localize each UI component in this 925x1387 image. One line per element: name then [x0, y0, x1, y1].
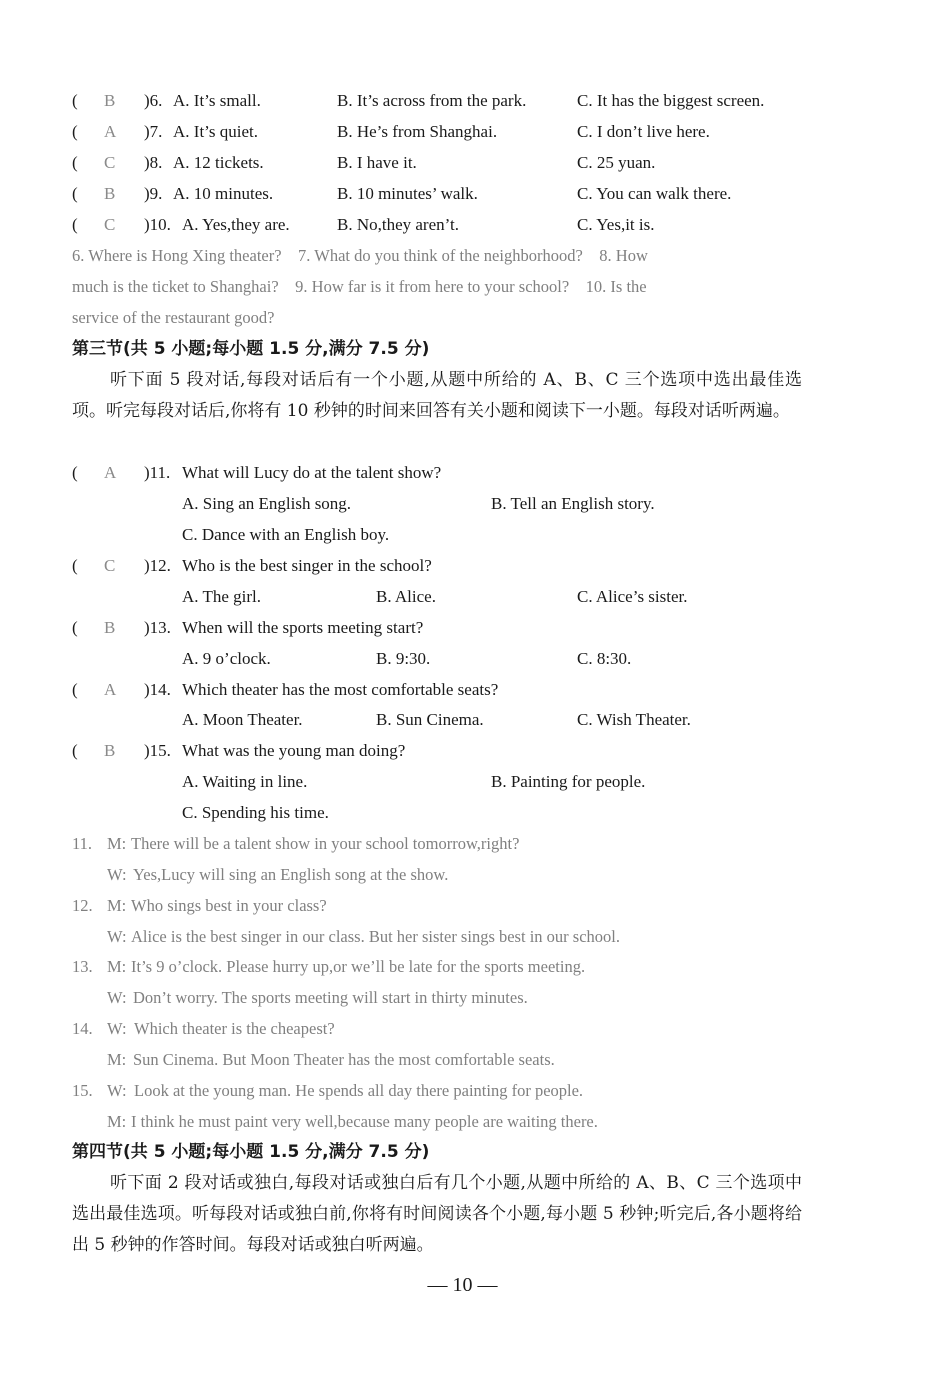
answer-letter: A [104, 463, 117, 482]
question-stem: When will the sports meeting start? [182, 618, 424, 637]
option-b: B. Tell an English story. [491, 494, 655, 513]
option-b: B. Sun Cinema. [376, 710, 484, 729]
speaker: M: [107, 834, 127, 853]
answer-letter: B [104, 184, 116, 203]
option-b: B. No,they aren’t. [337, 215, 459, 234]
speaker: M: [107, 1112, 127, 1131]
question-number: )14. [144, 680, 171, 699]
option-b: B. He’s from Shanghai. [337, 122, 498, 141]
speaker: W: [107, 927, 127, 946]
option-c: C. It has the biggest screen. [577, 91, 765, 110]
option-c: C. Wish Theater. [577, 710, 691, 729]
script-line: Yes,Lucy will sing an English song at the show. [133, 865, 449, 884]
answer-bracket: ( B )15. [72, 738, 182, 764]
section-4-instructions: 听下面 2 段对话或独白,每段对话或独白后有几个小题,从题中所给的 A、B、C 三个选项中选出最佳选项。听每段对话或独白前,你将有时间阅读各个小题,每小题 5 秒钟;听完后,各小题将给出 5 秒钟的作答时间。每段对话或独白听两遍。 [72, 1173, 802, 1255]
answer-letter: A [104, 680, 117, 699]
option-c: C. You can walk there. [577, 184, 732, 203]
option-a: A. 10 minutes. [173, 184, 274, 203]
option-b: B. Alice. [376, 587, 436, 606]
option-b: B. 10 minutes’ walk. [337, 184, 478, 203]
script-number: 15. [72, 1081, 93, 1100]
question-stem: Which theater has the most comfortable seats? [182, 680, 499, 699]
script-line: Sun Cinema. But Moon Theater has the most comfortable seats. [133, 1050, 555, 1069]
option-c: C. 25 yuan. [577, 153, 656, 172]
option-a: A. 12 tickets. [173, 153, 264, 172]
speaker: M: [107, 957, 127, 976]
script-line: Which theater is the cheapest? [134, 1019, 335, 1038]
speaker: W: [107, 1081, 127, 1100]
script-line: Look at the young man. He spends all day there painting for people. [134, 1081, 584, 1100]
question-number: )12. [144, 556, 171, 575]
answer-letter: B [104, 741, 116, 760]
speaker: M: [107, 896, 127, 915]
speaker: M: [107, 1050, 127, 1069]
option-a: A. 9 o’clock. [182, 649, 271, 668]
answer-bracket: ( A )7. [72, 119, 182, 145]
answer-bracket: ( A )14. [72, 677, 182, 703]
answer-letter: C [104, 556, 116, 575]
speaker: W: [107, 1019, 127, 1038]
script-line: service of the restaurant good? [72, 308, 275, 327]
script-number: 12. [72, 896, 93, 915]
script-line: Alice is the best singer in our class. But her sister sings best in our school. [131, 927, 620, 946]
script-number: 11. [72, 834, 93, 853]
question-number: )6. [144, 91, 163, 110]
question-number: )13. [144, 618, 171, 637]
answer-bracket: ( B )6. [72, 88, 182, 114]
script-line: much is the ticket to Shanghai? 9. How far is it from here to your school? 10. Is the [72, 277, 647, 296]
option-a: A. Yes,they are. [182, 215, 290, 234]
section-3-heading: 第三节(共 5 小题;每小题 1.5 分,满分 7.5 分) [72, 339, 430, 359]
option-a: A. It’s quiet. [173, 122, 258, 141]
answer-bracket: ( B )9. [72, 181, 182, 207]
question-number: )7. [144, 122, 163, 141]
option-b: B. Painting for people. [491, 772, 646, 791]
answer-letter: B [104, 618, 116, 637]
answer-bracket: ( C )10. [72, 212, 182, 238]
option-c: C. Spending his time. [182, 803, 329, 822]
option-c: C. I don’t live here. [577, 122, 710, 141]
script-number: 14. [72, 1019, 93, 1038]
option-a: A. Waiting in line. [182, 772, 308, 791]
speaker: W: [107, 988, 127, 1007]
answer-letter: B [104, 91, 116, 110]
answer-bracket: ( B )13. [72, 615, 182, 641]
option-a: A. It’s small. [173, 91, 261, 110]
answer-bracket: ( C )8. [72, 150, 182, 176]
option-c: C. Yes,it is. [577, 215, 655, 234]
option-c: C. Alice’s sister. [577, 587, 688, 606]
script-line: There will be a talent show in your school tomorrow,right? [131, 834, 520, 853]
option-a: A. Sing an English song. [182, 494, 352, 513]
section-4-heading: 第四节(共 5 小题;每小题 1.5 分,满分 7.5 分) [72, 1142, 430, 1162]
answer-letter: A [104, 122, 117, 141]
page-number: — 10 — [427, 1274, 498, 1296]
answer-letter: C [104, 215, 116, 234]
script-line: Who sings best in your class? [131, 896, 327, 915]
option-b: B. I have it. [337, 153, 417, 172]
script-number: 13. [72, 957, 93, 976]
script-line: 6. Where is Hong Xing theater? 7. What do you think of the neighborhood? 8. How [72, 246, 648, 265]
answer-bracket: ( A )11. [72, 460, 182, 486]
option-c: C. 8:30. [577, 649, 632, 668]
answer-letter: C [104, 153, 116, 172]
script-line: Don’t worry. The sports meeting will start in thirty minutes. [133, 988, 528, 1007]
question-stem: Who is the best singer in the school? [182, 556, 432, 575]
question-stem: What will Lucy do at the talent show? [182, 463, 442, 482]
option-a: A. Moon Theater. [182, 710, 303, 729]
question-number: )9. [144, 184, 163, 203]
section-3-instructions: 听下面 5 段对话,每段对话后有一个小题,从题中所给的 A、B、C 三个选项中选出最佳选项。听完每段对话后,你将有 10 秒钟的时间来回答有关小题和阅读下一小题。每段对话听两遍。 [72, 370, 802, 421]
question-number: )10. [144, 215, 171, 234]
question-stem: What was the young man doing? [182, 741, 406, 760]
script-line: I think he must paint very well,because many people are waiting there. [131, 1112, 598, 1131]
speaker: W: [107, 865, 127, 884]
option-b: B. 9:30. [376, 649, 431, 668]
option-c: C. Dance with an English boy. [182, 525, 390, 544]
script-line: It’s 9 o’clock. Please hurry up,or we’ll be late for the sports meeting. [131, 957, 586, 976]
option-a: A. The girl. [182, 587, 262, 606]
question-number: )15. [144, 741, 171, 760]
option-b: B. It’s across from the park. [337, 91, 527, 110]
question-number: )11. [144, 463, 171, 482]
answer-bracket: ( C )12. [72, 553, 182, 579]
question-number: )8. [144, 153, 163, 172]
